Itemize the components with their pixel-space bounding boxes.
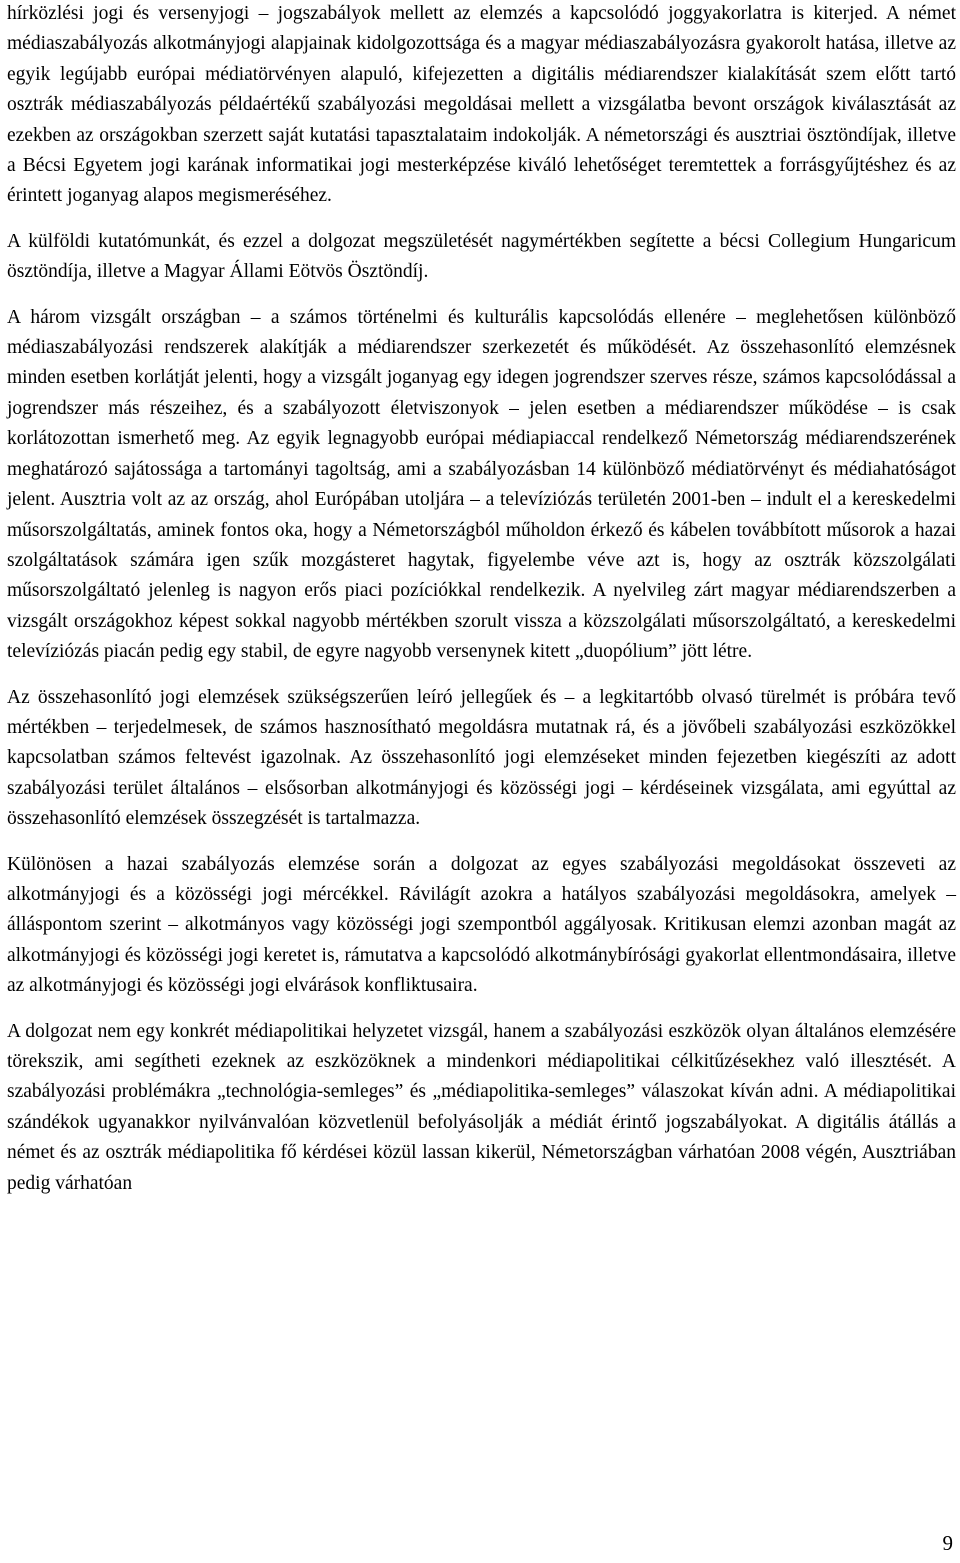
paragraph-comparative-analysis: Az összehasonlító jogi elemzések szükségszerűen leíró jellegűek és – a legkitartóbb olvasó türelmét is próbára tevő mértékben – terjedelmesek, de számos hasznosítható megoldásra mutatnak rá, és a jövőbeli szabályozási eszközökkel kapcsolatban számos feltevést igazolnak. Az összehasonlító jogi elemzéseket minden fejezetben kiegészíti az adott szabályozási terület általános – elsősorban alkotmányjogi és közösségi jogi – kérdéseinek vizsgálata, ami egyúttal az összehasonlító elemzések összegzését is tartalmazza. bbox=[7, 686, 956, 830]
document-body bbox=[7, 0, 956, 1199]
paragraph-media-policy: A dolgozat nem egy konkrét médiapolitikai helyzetet vizsgál, hanem a szabályozási eszközök olyan általános elemzésére törekszik, ami segítheti ezeknek az eszközöknek a mindenkori médiapolitikai célkitűzésekhez való illesztését. A szabályozási problémákra „technológia-semleges” és „médiapolitika-semleges” válaszokat kíván adni. A médiapolitikai szándékok ugyanakkor nyilvánvalóan közvetlenül befolyásolják a médiát érintő jogszabályokat. A digitális átállás a német és az osztrák médiapolitika fő kérdései közül lassan kikerül, Németországban várhatóan 2008 végén, Ausztriában pedig várhatóan bbox=[7, 1020, 956, 1194]
paragraph-domestic-regulation: Különösen a hazai szabályozás elemzése során a dolgozat az egyes szabályozási megoldásokat összeveti az alkotmányjogi és a közösségi jogi mércékkel. Rávilágít azokra a hatályos szabályozási megoldásokra, amelyek – álláspontom szerint – alkotmányos vagy közösségi jogi szempontból aggályosak. Kritikusan elemzi azonban magát az alkotmányjogi és közösségi jogi keretet is, rámutatva a kapcsolódó alkotmánybírósági gyakorlat ellentmondásaira, illetve az alkotmányjogi és közösségi jogi elvárások konfliktusaira. bbox=[7, 853, 956, 997]
paragraph-acknowledgements: A külföldi kutatómunkát, és ezzel a dolgozat megszületését nagymértékben segítette a bécsi Collegium Hungaricum ösztöndíja, illetve a Magyar Állami Eötvös Ösztöndíj. bbox=[7, 230, 956, 283]
page-number: 9 bbox=[942, 1531, 953, 1555]
paragraph-country-comparison: A három vizsgált országban – a számos történelmi és kulturális kapcsolódás ellenére – meglehetősen különböző médiaszabályozási rendszerek alakítják a médiarendszer szerkezetét és működését. Az összehasonlító elemzésnek minden esetben korlátját jelenti, hogy a vizsgált joganyag egy idegen jogrendszer szerves része, számos kapcsolódással a jogrendszer más részeihez, és a szabályozott életviszonyok – jelen esetben a médiarendszer működése – is csak korlátozottan ismerhető meg. Az egyik legnagyobb európai médiapiaccal rendelkező Németország médiarendszerének meghatározó sajátossága a tartományi tagoltság, ami a szabályozásban 14 különböző médiatörvényt és médiahatóságot jelent. Ausztria volt az az ország, ahol Európában utoljára – a televíziózás területén 2001-ben – indult el a kereskedelmi műsorszolgáltatás, aminek fontos oka, hogy a Németországból műholdon érkező és kábelen továbbított műsorok a hazai szolgáltatások számára igen szűk mozgásteret hagytak, figyelembe véve azt is, hogy az osztrák közszolgálati műsorszolgáltató jelenleg is nagyon erős piaci pozíciókkal rendelkezik. A nyelvileg zárt magyar médiarendszerben a vizsgált országokhoz képest sokkal nagyobb mértékben szorult vissza a közszolgálati műsorszolgáltató, a kereskedelmi televíziózás piacán pedig egy stabil, de egyre nagyobb versenynek kitett „duopólium” jött létre. bbox=[7, 306, 956, 663]
paragraph-continued-intro: hírközlési jogi és versenyjogi – jogszabályok mellett az elemzés a kapcsolódó joggyakorlatra is kiterjed. A német médiaszabályozás alkotmányjogi alapjainak kidolgozottsága és a magyar médiaszabályozásra gyakorolt hatása, illetve az egyik legújabb európai médiatörvényen alapuló, kifejezetten a digitális médiarendszer kialakítását szem előtt tartó osztrák médiaszabályozás példaértékű szabályozási megoldásai mellett a vizsgálatba bevont országok kiválasztását az ezekben az országokban szerzett saját kutatási tapasztalataim indokolják. A németországi és ausztriai ösztöndíjak, illetve a Bécsi Egyetem jogi karának informatikai jogi mesterképzése kiváló lehetőséget teremtettek a forrásgyűjtéshez és az érintett joganyag alapos megismeréséhez. bbox=[7, 3, 956, 207]
